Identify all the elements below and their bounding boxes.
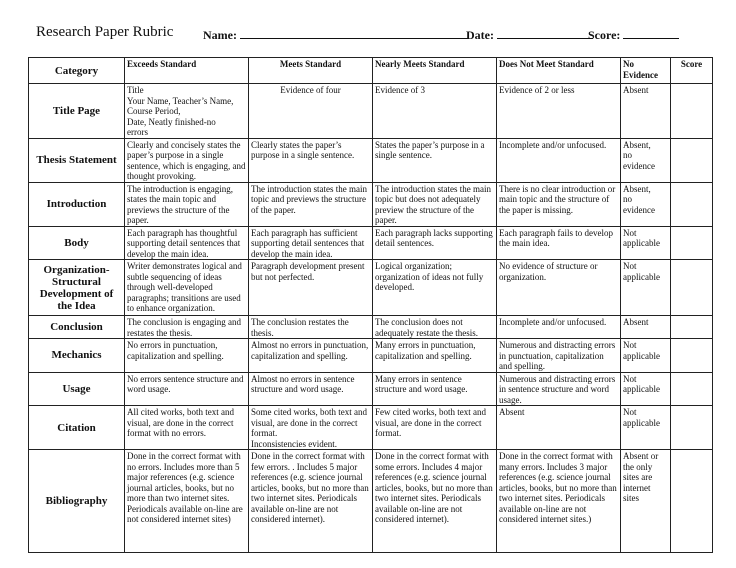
exceeds-cell: Writer demonstrates logical and subtle sequencing of ideas through well-developed paragraphs; transitions are used to enhance organization.: [125, 260, 249, 316]
meets-cell: The conclusion restates the thesis.: [249, 316, 373, 339]
meets-cell: Almost no errors in punctuation, capitalization and spelling.: [249, 339, 373, 373]
col-header-no-evidence: No Evidence: [621, 58, 671, 84]
table-row: [29, 260, 713, 316]
col-header-category: Category: [29, 58, 125, 84]
category-cell: Citation: [29, 406, 125, 450]
category-cell: Introduction: [29, 182, 125, 226]
table-row: [29, 406, 713, 450]
meets-cell: Paragraph development present but not perfected.: [249, 260, 373, 316]
score-cell[interactable]: [671, 450, 713, 553]
category-cell: Mechanics: [29, 339, 125, 373]
category-cell: Usage: [29, 372, 125, 406]
nearly-cell: Many errors in sentence structure and word usage.: [373, 372, 497, 406]
nearly-cell: Evidence of 3: [373, 84, 497, 139]
rubric-table: [28, 57, 713, 553]
table-row: [29, 339, 713, 373]
score-field[interactable]: [588, 27, 679, 43]
no-evidence-cell: Absent or the only sites are internet sites: [621, 450, 671, 553]
exceeds-cell: Title Your Name, Teacher’s Name, Course Period, Date, Neatly finished-no errors: [125, 84, 249, 139]
score-cell[interactable]: [671, 316, 713, 339]
not-meet-cell: Numerous and distracting errors in sentence structure and word usage.: [497, 372, 621, 406]
table-row: [29, 372, 713, 406]
category-cell: Organization-Structural Development of the Idea: [29, 260, 125, 316]
score-cell[interactable]: [671, 372, 713, 406]
col-header-meets: Meets Standard: [249, 58, 373, 84]
no-evidence-cell: Absent, no evidence: [621, 182, 671, 226]
nearly-cell: States the paper’s purpose in a single sentence.: [373, 138, 497, 182]
not-meet-cell: Each paragraph fails to develop the main idea.: [497, 226, 621, 260]
score-label: Score:: [588, 28, 621, 42]
meets-cell: Done in the correct format with few errors. . Includes 5 major references (e.g. science journal articles, books, but no more than two internet sites. Periodicals available on-line are not considered internet).: [249, 450, 373, 553]
meets-cell: The introduction states the main topic and previews the structure of the paper.: [249, 182, 373, 226]
exceeds-cell: No errors sentence structure and word usage.: [125, 372, 249, 406]
exceeds-cell: Clearly and concisely states the paper’s purpose in a single sentence, which is engaging, and thought provoking.: [125, 138, 249, 182]
table-row: [29, 182, 713, 226]
meets-cell: Each paragraph has sufficient supporting detail sentences that develop the main idea.: [249, 226, 373, 260]
meets-cell: Clearly states the paper’s purpose in a single sentence.: [249, 138, 373, 182]
no-evidence-cell: Not applicable: [621, 260, 671, 316]
score-cell[interactable]: [671, 260, 713, 316]
meets-cell: Evidence of four: [249, 84, 373, 139]
table-row: [29, 84, 713, 139]
nearly-cell: Logical organization; organization of ideas not fully developed.: [373, 260, 497, 316]
category-cell: Thesis Statement: [29, 138, 125, 182]
no-evidence-cell: Not applicable: [621, 406, 671, 450]
score-cell[interactable]: [671, 406, 713, 450]
nearly-cell: Done in the correct format with some errors. Includes 4 major references (e.g. science journal articles, books, but no more than two internet sites. Periodicals available on-line are not considered internet).: [373, 450, 497, 553]
category-cell: Bibliography: [29, 450, 125, 553]
not-meet-cell: Absent: [497, 406, 621, 450]
category-cell: Title Page: [29, 84, 125, 139]
date-field[interactable]: [466, 27, 593, 43]
not-meet-cell: Numerous and distracting errors in punctuation, capitalization and spelling.: [497, 339, 621, 373]
not-meet-cell: Evidence of 2 or less: [497, 84, 621, 139]
not-meet-cell: Incomplete and/or unfocused.: [497, 316, 621, 339]
no-evidence-cell: Not applicable: [621, 372, 671, 406]
name-label: Name:: [203, 28, 237, 42]
not-meet-cell: Incomplete and/or unfocused.: [497, 138, 621, 182]
no-evidence-cell: Not applicable: [621, 339, 671, 373]
not-meet-cell: No evidence of structure or organization.: [497, 260, 621, 316]
not-meet-cell: There is no clear introduction or main topic and the structure of the paper is missing.: [497, 182, 621, 226]
category-cell: Conclusion: [29, 316, 125, 339]
exceeds-cell: Each paragraph has thoughtful supporting detail sentences that develop the main idea.: [125, 226, 249, 260]
page-title: Research Paper Rubric: [36, 24, 174, 40]
table-row: [29, 316, 713, 339]
score-cell[interactable]: [671, 138, 713, 182]
category-cell: Body: [29, 226, 125, 260]
col-header-score: Score: [671, 58, 713, 84]
name-blank[interactable]: [240, 27, 468, 39]
nearly-cell: Few cited works, both text and visual, are done in the correct format.: [373, 406, 497, 450]
exceeds-cell: No errors in punctuation, capitalization and spelling.: [125, 339, 249, 373]
table-row: [29, 138, 713, 182]
score-cell[interactable]: [671, 226, 713, 260]
table-row: [29, 450, 713, 553]
col-header-nearly: Nearly Meets Standard: [373, 58, 497, 84]
no-evidence-cell: Not applicable: [621, 226, 671, 260]
score-cell[interactable]: [671, 339, 713, 373]
nearly-cell: The introduction states the main topic but does not adequately preview the structure of the paper.: [373, 182, 497, 226]
score-blank[interactable]: [623, 27, 679, 39]
page-header: [0, 24, 736, 46]
meets-cell: Some cited works, both text and visual, are done in the correct format. Inconsistencies evident.: [249, 406, 373, 450]
header-row: [29, 58, 713, 84]
no-evidence-cell: Absent: [621, 84, 671, 139]
score-cell[interactable]: [671, 84, 713, 139]
not-meet-cell: Done in the correct format with many errors. Includes 3 major references (e.g. science journal articles, books, but no more than two internet sites. Periodicals available on-line are not considered internet sites.): [497, 450, 621, 553]
col-header-exceeds: Exceeds Standard: [125, 58, 249, 84]
score-cell[interactable]: [671, 182, 713, 226]
no-evidence-cell: Absent, no evidence: [621, 138, 671, 182]
meets-cell: Almost no errors in sentence structure and word usage.: [249, 372, 373, 406]
table-row: [29, 226, 713, 260]
name-field[interactable]: [203, 27, 468, 43]
date-label: Date:: [466, 28, 494, 42]
exceeds-cell: The conclusion is engaging and restates the thesis.: [125, 316, 249, 339]
nearly-cell: The conclusion does not adequately restate the thesis.: [373, 316, 497, 339]
exceeds-cell: The introduction is engaging, states the main topic and previews the structure of the paper.: [125, 182, 249, 226]
nearly-cell: Many errors in punctuation, capitalization and spelling.: [373, 339, 497, 373]
nearly-cell: Each paragraph lacks supporting detail sentences.: [373, 226, 497, 260]
no-evidence-cell: Absent: [621, 316, 671, 339]
exceeds-cell: All cited works, both text and visual, are done in the correct format with no errors.: [125, 406, 249, 450]
date-blank[interactable]: [497, 27, 593, 39]
col-header-not-meet: Does Not Meet Standard: [497, 58, 621, 84]
exceeds-cell: Done in the correct format with no errors. Includes more than 5 major references (e.g. science journal articles, books, but no more than two internet sites. Periodicals available on-line are not considered internet sites): [125, 450, 249, 553]
